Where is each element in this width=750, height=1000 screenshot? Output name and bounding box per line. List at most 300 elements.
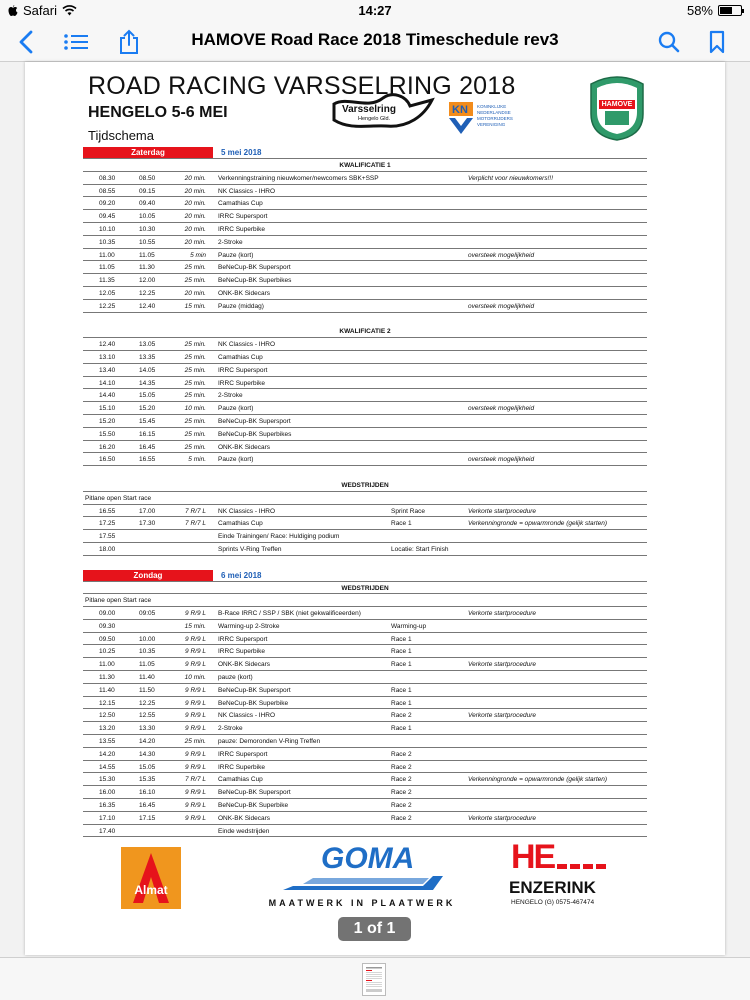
schedule-row — [83, 505, 647, 518]
cell-c3: 25 min. — [184, 430, 206, 438]
status-bar — [0, 0, 750, 22]
cell-c2: 17.15 — [139, 814, 156, 822]
cell-c4: Pauze (kort) — [218, 456, 254, 464]
cell-c4: NK Classics - IHRO — [218, 187, 276, 195]
schedule-row — [83, 684, 647, 697]
schedule-row — [83, 274, 647, 287]
spacer-row — [83, 466, 647, 479]
cell-c4: NK Classics - IHRO — [218, 712, 276, 720]
clock: 14:27 — [358, 3, 392, 18]
cell-c1: 15.50 — [99, 430, 116, 438]
session-header: WEDSTRIJDEN — [341, 481, 389, 489]
cell-c4: Sprints V-Ring Treffen — [218, 545, 282, 553]
day-label: Zondag — [83, 570, 213, 581]
thumbnail-bar — [0, 957, 750, 1000]
cell-c4: ONK-BK Sidecars — [218, 289, 271, 297]
cell-c6: oversteek mogelijkheid — [468, 405, 535, 413]
svg-text:KN: KN — [452, 104, 468, 116]
cell-c1: 16.55 — [99, 507, 116, 515]
cell-c2: 10.00 — [139, 635, 156, 643]
cell-c1: 17.10 — [99, 814, 116, 822]
schedule-row — [83, 441, 647, 454]
cell-c2: 14.35 — [139, 379, 156, 387]
schedule-row — [83, 389, 647, 402]
cell-c4: Pauze (kort) — [218, 251, 254, 259]
hamove-logo — [585, 74, 649, 142]
cell-c2: 09.15 — [139, 187, 156, 195]
cell-c3: 9 R/9 L — [185, 661, 206, 669]
cell-c4: Camathias Cup — [218, 776, 263, 784]
cell-c1: 13.55 — [99, 738, 116, 746]
cell-c6: Verkenningronde = opwarmronde (gelijk starten) — [468, 776, 608, 784]
cell-c4: Camathias Cup — [218, 353, 263, 361]
cell-c3: 20 min. — [184, 187, 206, 195]
cell-c2: 16.15 — [139, 430, 156, 438]
cell-c1: 13.40 — [99, 366, 116, 374]
cell-c4: IRRC Superbike — [218, 225, 265, 233]
cell-c3: 25 min. — [184, 277, 206, 285]
doc-subheading: HENGELO 5-6 MEI — [88, 104, 228, 121]
cell-c5: Race 1 — [391, 725, 412, 733]
cell-c6: oversteek mogelijkheid — [468, 251, 535, 259]
chevron-left-icon — [18, 30, 34, 54]
cell-c3: 9 R/9 L — [185, 802, 206, 810]
cell-c1: 13.10 — [99, 353, 116, 361]
cell-c4: 2-Stroke — [218, 392, 243, 400]
column-header: Pitlane open Start race — [85, 597, 152, 605]
cell-c5: Race 1 — [391, 520, 412, 528]
cell-c2: 12.55 — [139, 712, 156, 720]
schedule-row — [83, 185, 647, 198]
cell-c4: BeNeCup-BK Supersport — [218, 686, 291, 694]
cell-c2: 12.40 — [139, 302, 156, 310]
day-header-row — [83, 146, 647, 159]
cell-c4: Camathias Cup — [218, 200, 263, 208]
cell-c5: Race 1 — [391, 635, 412, 643]
cell-c2: 13.30 — [139, 725, 156, 733]
cell-c3: 9 R/9 L — [185, 750, 206, 758]
knmv-logo-line: KONINKLIJKE — [477, 104, 507, 109]
cell-c4: IRRC Supersport — [218, 750, 268, 758]
schedule-row — [83, 748, 647, 761]
cell-c1: 15.30 — [99, 776, 116, 784]
page-thumbnail[interactable] — [362, 963, 386, 996]
schedule-row — [83, 825, 647, 838]
schedule-row — [83, 415, 647, 428]
session-header-row — [83, 479, 647, 492]
session-header-row — [83, 582, 647, 595]
schedule-row — [83, 210, 647, 223]
doc-heading: ROAD RACING VARSSELRING 2018 — [88, 72, 516, 100]
doc-section-title: Tijdschema — [88, 128, 154, 143]
list-icon — [63, 32, 89, 52]
goma-logo-text: GOMA — [321, 842, 415, 875]
cell-c1: 15.20 — [99, 417, 116, 425]
day-date: 5 mei 2018 — [221, 148, 262, 157]
cell-c4: BeNeCup-BK Supersport — [218, 417, 291, 425]
schedule-row — [83, 543, 647, 556]
cell-c4: Warming-up 2-Stroke — [218, 622, 280, 630]
cell-c3: 10 min. — [184, 405, 206, 413]
spacer-row — [83, 313, 647, 326]
cell-c3: 25 min. — [184, 264, 206, 272]
cell-c2: 17.30 — [139, 520, 156, 528]
cell-c1: 14.40 — [99, 392, 116, 400]
cell-c5: Race 2 — [391, 763, 412, 771]
page-count-badge: 1 of 1 — [338, 917, 411, 941]
goma-logo — [257, 842, 467, 912]
cell-c2: 14.20 — [139, 738, 156, 746]
cell-c4: Pauze (kort) — [218, 405, 254, 413]
cell-c1: 11.05 — [99, 264, 115, 272]
schedule-row — [83, 735, 647, 748]
cell-c6: Verkorte startprocedure — [468, 814, 537, 822]
schedule-row — [83, 761, 647, 774]
cell-c5: Race 2 — [391, 814, 412, 822]
varsselring-logo-subtext: Hengelo Gld. — [358, 116, 391, 122]
cell-c1: 17.25 — [99, 520, 116, 528]
cell-c3: 25 min. — [184, 443, 206, 451]
cell-c1: 10.10 — [99, 225, 116, 233]
cell-c2: 16.45 — [139, 443, 156, 451]
cell-c1: 15.10 — [99, 405, 116, 413]
cell-c3: 7 R/7 L — [185, 520, 206, 528]
cell-c4: 2-Stroke — [218, 725, 243, 733]
cell-c2: 12.25 — [139, 699, 156, 707]
cell-c3: 9 R/9 L — [185, 648, 206, 656]
session-header-row — [83, 159, 647, 172]
cell-c3: 9 R/9 L — [185, 686, 206, 694]
cell-c1: 08.55 — [99, 187, 116, 195]
cell-c1: 11.40 — [99, 686, 115, 694]
cell-c1: 09.30 — [99, 622, 116, 630]
cell-c3: 20 min. — [184, 225, 206, 233]
day-label: Zaterdag — [83, 147, 213, 158]
cell-c4: BeNeCup-BK Supersport — [218, 789, 291, 797]
cell-c2: 09:05 — [139, 610, 156, 618]
cell-c2: 17.00 — [139, 507, 156, 515]
cell-c2: 15.35 — [139, 776, 156, 784]
share-button[interactable] — [115, 28, 143, 56]
cell-c3: 15 min. — [184, 302, 206, 310]
cell-c3: 25 min. — [184, 379, 206, 387]
cell-c4: Einde wedstrijden — [218, 827, 270, 835]
cell-c3: 20 min. — [184, 289, 206, 297]
schedule-row — [83, 697, 647, 710]
schedule-row — [83, 722, 647, 735]
schedule-row — [83, 364, 647, 377]
cell-c3: 20 min. — [184, 238, 206, 246]
share-icon — [119, 29, 139, 55]
cell-c6: oversteek mogelijkheid — [468, 456, 535, 464]
cell-c3: 9 R/9 L — [185, 699, 206, 707]
schedule-row — [83, 197, 647, 210]
cell-c1: 09.50 — [99, 635, 116, 643]
schedule-row — [83, 620, 647, 633]
cell-c1: 10.25 — [99, 648, 116, 656]
cell-c3: 20 min. — [184, 213, 206, 221]
cell-c3: 25 min. — [184, 738, 206, 746]
cell-c1: 12.15 — [99, 699, 116, 707]
cell-c5: Race 2 — [391, 789, 412, 797]
schedule-row — [83, 517, 647, 530]
cell-c4: ONK-BK Sidecars — [218, 661, 271, 669]
list-button[interactable] — [62, 28, 90, 56]
goma-tagline: MAATWERK IN PLAATWERK — [268, 898, 456, 908]
cell-c1: 16.35 — [99, 802, 116, 810]
cell-c5: Race 1 — [391, 661, 412, 669]
cell-c2: 11.05 — [139, 661, 155, 669]
cell-c2: 16.45 — [139, 802, 156, 810]
schedule-row — [83, 261, 647, 274]
cell-c6: Verkorte startprocedure — [468, 507, 537, 515]
cell-c6: Verkenningronde = opwarmronde (gelijk starten) — [468, 520, 608, 528]
knmv-logo-line: VERENIGING — [477, 122, 506, 127]
cell-c1: 17.55 — [99, 533, 116, 541]
cell-c3: 15 min. — [184, 622, 206, 630]
cell-c5: Warming-up — [391, 622, 427, 630]
column-header: Pitlane open Start race — [85, 494, 152, 502]
cell-c4: Pauze (middag) — [218, 302, 264, 310]
column-header-row — [83, 492, 647, 505]
cell-c1: 12.05 — [99, 289, 116, 297]
cell-c6: Verkorte startprocedure — [468, 712, 537, 720]
schedule-row — [83, 453, 647, 466]
cell-c4: NK Classics - IHRO — [218, 341, 276, 349]
document-title: HAMOVE Road Race 2018 Timeschedule rev3 — [191, 30, 559, 49]
cell-c1: 14.10 — [99, 379, 116, 387]
cell-c1: 09.00 — [99, 610, 116, 618]
enzerink-he: HE — [511, 838, 555, 876]
cell-c5: Race 2 — [391, 712, 412, 720]
column-header-row — [83, 594, 647, 607]
cell-c1: 08.30 — [99, 174, 116, 182]
cell-c2: 10.35 — [139, 648, 156, 656]
cell-c4: pauze (kort) — [218, 674, 253, 682]
schedule-row — [83, 773, 647, 786]
schedule-row — [83, 645, 647, 658]
cell-c1: 16.20 — [99, 443, 116, 451]
cell-c2: 08.50 — [139, 174, 156, 182]
cell-c2: 09.40 — [139, 200, 156, 208]
cell-c5: Race 2 — [391, 802, 412, 810]
cell-c5: Race 2 — [391, 750, 412, 758]
cell-c3: 9 R/9 L — [185, 610, 206, 618]
cell-c1: 17.40 — [99, 827, 116, 835]
nav-bar — [0, 22, 750, 62]
session-header: KWALIFICATIE 2 — [339, 328, 391, 336]
cell-c2: 16.10 — [139, 789, 156, 797]
cell-c3: 25 min. — [184, 341, 206, 349]
schedule-row — [83, 236, 647, 249]
almat-logo-text: Almat — [134, 883, 168, 897]
cell-c2: 14.05 — [139, 366, 156, 374]
cell-c1: 09.45 — [99, 213, 116, 221]
cell-c4: Camathias Cup — [218, 520, 263, 528]
cell-c3: 25 min. — [184, 366, 206, 374]
cell-c1: 10.35 — [99, 238, 116, 246]
schedule-row — [83, 709, 647, 722]
cell-c2: 10.55 — [139, 238, 156, 246]
cell-c3: 25 min. — [184, 353, 206, 361]
cell-c1: 14.20 — [99, 750, 116, 758]
cell-c4: IRRC Supersport — [218, 635, 268, 643]
cell-c4: pauze: Demoronden V-Ring Treffen — [218, 738, 321, 746]
cell-c2: 11.05 — [139, 251, 155, 259]
cell-c2: 15.20 — [139, 405, 156, 413]
cell-c5: Locatie: Start Finish — [391, 545, 449, 553]
schedule-row — [83, 530, 647, 543]
cell-c4: IRRC Superbike — [218, 379, 265, 387]
cell-c1: 11.00 — [99, 251, 115, 259]
cell-c1: 11.30 — [99, 674, 115, 682]
cell-c3: 20 min. — [184, 174, 206, 182]
cell-c2: 11.40 — [139, 674, 155, 682]
bookmark-button[interactable] — [703, 28, 731, 56]
cell-c1: 18.00 — [99, 545, 116, 553]
schedule-row — [83, 812, 647, 825]
cell-c2: 15.05 — [139, 763, 156, 771]
cell-c4: B-Race IRRC / SSP / SBK (niet gekwalificeerden) — [218, 610, 361, 618]
cell-c3: 9 R/9 L — [185, 763, 206, 771]
cell-c4: Verkenningstraining nieuwkomer/newcomers SBK+SSP — [218, 174, 379, 182]
schedule-row — [83, 223, 647, 236]
knmv-logo — [447, 100, 537, 136]
cell-c4: IRRC Supersport — [218, 366, 268, 374]
schedule-row — [83, 172, 647, 185]
cell-c1: 13.20 — [99, 725, 116, 733]
schedule-row — [83, 607, 647, 620]
cell-c4: NK Classics - IHRO — [218, 507, 276, 515]
cell-c3: 9 R/9 L — [185, 789, 206, 797]
cell-c4: IRRC Superbike — [218, 648, 265, 656]
cell-c3: 9 R/9 L — [185, 635, 206, 643]
cell-c5: Race 1 — [391, 648, 412, 656]
schedule-row — [83, 377, 647, 390]
cell-c4: Einde Trainingen/ Race: Huldiging podium — [218, 533, 340, 541]
schedule-row — [83, 338, 647, 351]
schedule-row — [83, 351, 647, 364]
enzerink-logo — [507, 838, 627, 912]
cell-c4: BeNeCup-BK Superbike — [218, 802, 289, 810]
cell-c2: 16.55 — [139, 456, 156, 464]
pdf-page[interactable] — [25, 62, 725, 955]
schedule-row — [83, 671, 647, 684]
cell-c3: 25 min. — [184, 417, 206, 425]
cell-c5: Race 1 — [391, 686, 412, 694]
cell-c4: BeNeCup-BK Superbike — [218, 699, 289, 707]
almat-logo — [117, 845, 185, 911]
battery-icon — [718, 5, 742, 16]
enzerink-logo-text: ENZERINK — [509, 878, 596, 897]
hamove-logo-text: HAMOVE — [601, 101, 633, 108]
cell-c2: 11.30 — [139, 264, 155, 272]
cell-c3: 9 R/9 L — [185, 712, 206, 720]
schedule-row — [83, 249, 647, 262]
search-icon — [657, 30, 681, 54]
battery-percent: 58% — [686, 3, 713, 18]
cell-c1: 12.40 — [99, 341, 116, 349]
cell-c3: 25 min. — [184, 392, 206, 400]
cell-c2: 14.30 — [139, 750, 156, 758]
cell-c4: IRRC Superbike — [218, 763, 265, 771]
cell-c3: 9 R/9 L — [185, 725, 206, 733]
spacer-row — [83, 556, 647, 569]
cell-c1: 12.25 — [99, 302, 116, 310]
cell-c4: IRRC Supersport — [218, 213, 268, 221]
enzerink-address: HENGELO (G) 0575-467474 — [511, 899, 595, 906]
knmv-logo-line: MOTORRIJDERS — [477, 116, 513, 121]
varsselring-logo-text: Varsselring — [342, 104, 396, 115]
cell-c2: 11.50 — [139, 686, 155, 694]
cell-c3: 5 min. — [188, 456, 206, 464]
schedule-table — [83, 146, 647, 837]
cell-c2: 15.45 — [139, 417, 156, 425]
session-header-row — [83, 325, 647, 338]
cell-c3: 5 min — [190, 251, 206, 259]
cell-c5: Race 2 — [391, 776, 412, 784]
session-header: WEDSTRIJDEN — [341, 584, 389, 592]
cell-c4: ONK-BK Sidecars — [218, 814, 271, 822]
cell-c4: BeNeCup-BK Superbikes — [218, 277, 292, 285]
bookmark-icon — [709, 30, 725, 54]
schedule-row — [83, 786, 647, 799]
cell-c2: 12.25 — [139, 289, 156, 297]
cell-c1: 11.00 — [99, 661, 115, 669]
cell-c4: BeNeCup-BK Superbikes — [218, 430, 292, 438]
cell-c3: 7 R/7 L — [185, 507, 206, 515]
schedule-row — [83, 287, 647, 300]
session-header: KWALIFICATIE 1 — [339, 162, 391, 169]
schedule-row — [83, 300, 647, 313]
cell-c3: 9 R/9 L — [185, 814, 206, 822]
cell-c2: 15.05 — [139, 392, 156, 400]
cell-c6: Verkorte startprocedure — [468, 661, 537, 669]
cell-c4: ONK-BK Sidecars — [218, 443, 271, 451]
cell-c1: 11.35 — [99, 277, 115, 285]
cell-c6: Verkorte startprocedure — [468, 610, 537, 618]
cell-c1: 16.50 — [99, 456, 116, 464]
cell-c6: Verplicht voor nieuwkomers!!! — [468, 174, 554, 182]
carrier-label: Safari — [23, 3, 57, 18]
schedule-row — [83, 633, 647, 646]
cell-c1: 14.55 — [99, 763, 116, 771]
cell-c6: oversteek mogelijkheid — [468, 302, 535, 310]
knmv-logo-line: NEDERLANDSE — [477, 110, 511, 115]
cell-c5: Race 1 — [391, 699, 412, 707]
cell-c1: 16.00 — [99, 789, 116, 797]
day-header-row — [83, 569, 647, 582]
back-button[interactable] — [12, 28, 40, 56]
schedule-row — [83, 402, 647, 415]
search-button[interactable] — [655, 28, 683, 56]
cell-c2: 12.00 — [139, 277, 156, 285]
day-date: 6 mei 2018 — [221, 570, 262, 580]
cell-c2: 13.35 — [139, 353, 156, 361]
cell-c1: 09.20 — [99, 200, 116, 208]
schedule-row — [83, 658, 647, 671]
cell-c2: 13.05 — [139, 341, 156, 349]
schedule-row — [83, 799, 647, 812]
cell-c2: 10.30 — [139, 225, 156, 233]
cell-c5: Sprint Race — [391, 507, 425, 515]
cell-c2: 10.05 — [139, 213, 156, 221]
cell-c4: BeNeCup-BK Supersport — [218, 264, 291, 272]
cell-c4: 2-Stroke — [218, 238, 243, 246]
cell-c1: 12.50 — [99, 712, 116, 720]
cell-c3: 7 R/7 L — [185, 776, 206, 784]
cell-c3: 10 min. — [184, 674, 206, 682]
